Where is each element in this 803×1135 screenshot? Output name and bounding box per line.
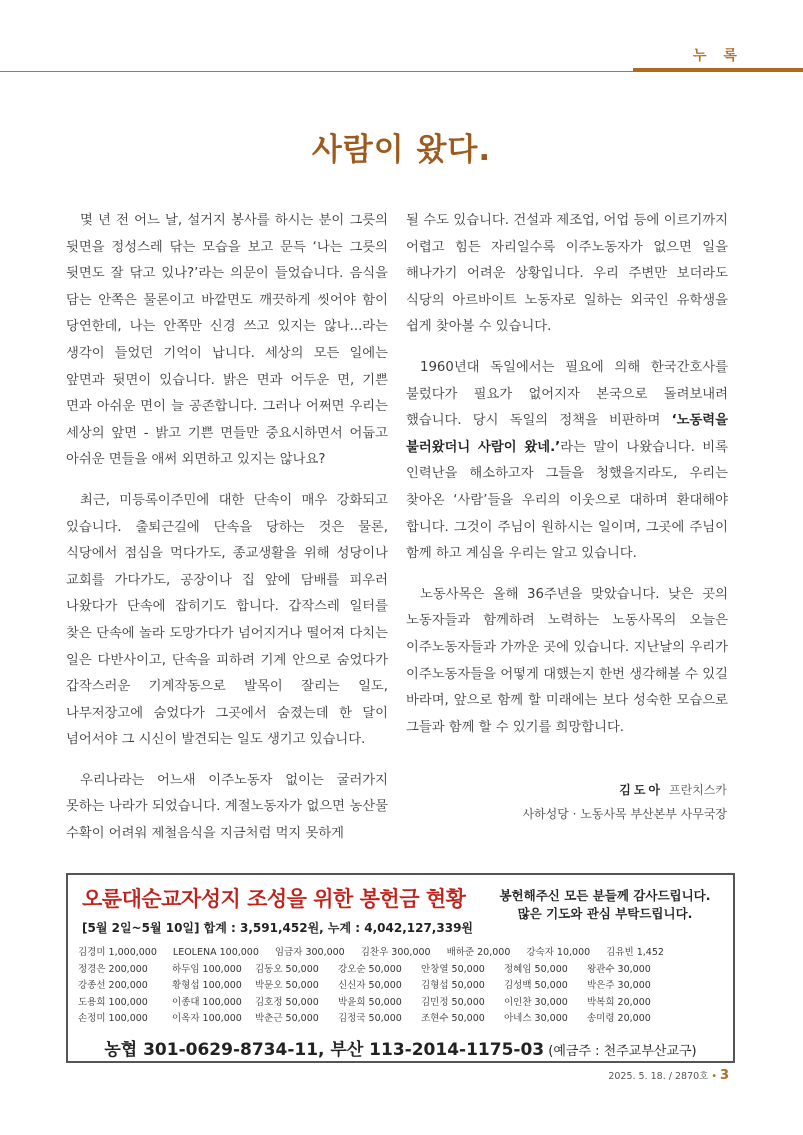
donor-entry: 김유빈 1,452	[606, 947, 664, 958]
donor-entry: 김호정 50,000	[255, 996, 319, 1008]
donor-entry: 김경미 1,000,000	[78, 947, 157, 958]
bank-account	[68, 1035, 733, 1060]
donor-entry: 안창열 50,000	[421, 963, 485, 975]
donation-thanks	[495, 887, 715, 923]
donation-totals: 합계 : 3,591,452원, 누계 : 4,042,127,339원	[199, 921, 474, 935]
donor-row	[78, 1011, 718, 1028]
donor-list	[78, 945, 718, 1028]
donor-entry: 강종선 200,000	[78, 980, 148, 991]
donor-entry: 김찬우 300,000	[360, 947, 431, 958]
donation-title: 오륜대순교자성지 조성을 위한 봉헌금 현황	[82, 887, 466, 911]
donor-entry: 박복희 20,000	[587, 996, 651, 1008]
paragraph-text: 1960년대 독일에서는 필요에 의해 한국간호사를 불렀다가 필요가 없어지자 본국으로 돌려보내려 했습니다. 당시 독일의 정책을 비판하며	[406, 359, 728, 429]
donor-entry: 김형섭 50,000	[421, 980, 485, 991]
thanks-line: 봉헌해주신 모든 분들께 감사드립니다.	[499, 888, 711, 903]
separator-dot: •	[711, 1071, 717, 1082]
donation-box	[66, 873, 735, 1063]
donor-entry: 강숙자 10,000	[526, 947, 591, 958]
donor-entry: 김동오 50,000	[255, 963, 319, 975]
donor-entry: 임금자 300,000	[274, 947, 345, 958]
issue-date: 2025. 5. 18. / 2870호	[608, 1071, 709, 1082]
paragraph-text: 라는 말이 나왔습니다. 비록 인력난을 해소하고자 그들을 청했을지라도, 우리는 찾아온 ‘사람’들을 우리의 이웃으로 대하며 환대해야 합니다. 그것이 주님이 원하시는 일이며, 그곳에 주님이 함께 하고 계심을 우리는 알고 있습니다.	[406, 439, 728, 562]
paragraph: 몇 년 전 어느 날, 설거지 봉사를 하시는 분이 그릇의 뒷면을 정성스레 닦는 모습을 보고 문득 ‘나는 그릇의 뒷면도 잘 닦고 있나?’라는 의문이 들었습니다. 음식을 담는 안쪽은 물론이고 바깥면도 깨끗하게 씻어야 함이 당연한데, 나는 안쪽만 신경 쓰고 있지는 않나...라는 생각이 들었던 기억이 납니다. 세상의 모든 일에는 앞면과 뒷면이 있습니다. 밝은 면과 어두운 면, 기쁜 면과 아쉬운 면이 늘 공존합니다. 그러나 어쩌면 우리는 세상의 앞면 - 밝고 기쁜 면들만 중요시하면서 어둡고 아쉬운 면들을 애써 외면하고 있지는 않나요?	[66, 213, 388, 468]
thanks-line: 많은 기도와 관심 부탁드립니다.	[517, 906, 693, 921]
donor-entry: 박은주 30,000	[587, 980, 651, 991]
author-name: 김도아	[619, 783, 664, 797]
paragraph	[406, 355, 728, 568]
donor-entry: 김민정 50,000	[421, 996, 485, 1008]
donor-row	[78, 945, 718, 962]
donor-entry: 아네스 30,000	[504, 1013, 568, 1024]
donor-entry: 조현수 50,000	[421, 1013, 485, 1024]
donor-entry: 김성백 50,000	[504, 980, 568, 991]
page-footer	[608, 1068, 729, 1083]
section-tag: 누 록	[633, 42, 803, 72]
donation-summary	[82, 919, 473, 936]
paragraph: 노동사목은 올해 36주년을 맞았습니다. 낮은 곳의 노동자들과 함께하려 노력하는 노동사목의 오늘은 이주노동자들과 가까운 곳에 있습니다. 지난날의 우리가 이주노동자들을 어떻게 대했는지 한번 생각해볼 수 있길 바라며, 앞으로 함께 할 미래에는 보다 성숙한 모습으로 그들과 함께 할 수 있기를 희망합니다.	[406, 586, 728, 735]
donor-entry: 정경은 200,000	[78, 963, 148, 975]
donor-entry: 박춘근 50,000	[255, 1013, 319, 1024]
article-left-column	[66, 208, 388, 862]
article-right-column	[406, 208, 728, 755]
donor-entry: 정혜임 50,000	[504, 963, 568, 975]
author-line	[522, 778, 727, 802]
donor-entry: 이인찬 30,000	[504, 996, 568, 1008]
donor-entry: 박문오 50,000	[255, 980, 319, 991]
paragraph: 최근, 미등록이주민에 대한 단속이 매우 강화되고 있습니다. 출퇴근길에 단속을 당하는 것은 물론, 식당에서 점심을 먹다가도, 종교생활을 위해 성당이나 교회를 가다가도, 공장이나 집 앞에 담배를 피우러 나왔다가 단속에 잡히기도 합니다. 갑작스레 일터를 찾은 단속에 놀라 도망가다가 넘어지거나 떨어져 다치는 일은 다반사이고, 단속을 피하려 기계 안으로 숨었다가 갑작스러운 기계작동으로 발목이 잘리는 일도, 나무저장고에 숨었다가 그곳에서 숨졌는데 한 달이 넘어서야 그 시신이 발견되는 일도 생기고 있습니다.	[66, 492, 388, 748]
donor-row	[78, 995, 718, 1012]
donor-entry: 박윤희 50,000	[338, 996, 402, 1008]
donor-entry: 도용희 100,000	[78, 996, 148, 1008]
quote-highlight: ‘노동력을 불러왔더니 사람이 왔네.’	[406, 413, 728, 455]
donor-row	[78, 978, 718, 995]
donor-entry: 송미령 20,000	[587, 1013, 651, 1024]
paragraph: 우리나라는 어느새 이주노동자 없이는 굴러가지 못하는 나라가 되었습니다. 계절노동자가 없으면 농산물 수확이 어려워 제철음식을 지금처럼 먹지 못하게	[66, 772, 388, 842]
account-numbers: 농협 301-0629-8734-11, 부산 113-2014-1175-03	[104, 1040, 545, 1060]
donor-entry: 신신자 50,000	[338, 980, 402, 991]
donor-row	[78, 962, 718, 979]
author-saint-name: 프란치스카	[669, 783, 727, 797]
page-title: 사람이 왔다.	[311, 132, 492, 168]
donor-entry: 황형섭 100,000	[172, 980, 242, 991]
donor-entry: 하두임 100,000	[172, 963, 242, 975]
donor-entry: 강오순 50,000	[338, 963, 402, 975]
page-number: 3	[719, 1068, 729, 1083]
author-block	[522, 778, 727, 826]
author-position: 사하성당 · 노동사목 부산본부 사무국장	[522, 807, 727, 821]
paragraph: 될 수도 있습니다. 건설과 제조업, 어업 등에 이르기까지 어렵고 힘든 자리일수록 이주노동자가 없으면 일을 해나가기 어려운 상황입니다. 우리 주변만 보더라도 식당의 아르바이트 노동자로 일하는 외국인 유학생을 쉽게 찾아볼 수 있습니다.	[406, 213, 728, 335]
donation-period: [5월 2일~5월 10일]	[82, 921, 200, 935]
donor-entry: 이종대 100,000	[172, 996, 242, 1008]
donor-entry: 손정미 100,000	[78, 1013, 148, 1024]
donor-entry: 배하준 20,000	[446, 947, 511, 958]
donor-entry: 김정국 50,000	[338, 1013, 402, 1024]
donor-entry: 왕관수 30,000	[587, 963, 651, 975]
donor-entry: LEOLENA 100,000	[172, 947, 259, 958]
donor-entry: 이옥자 100,000	[172, 1013, 242, 1024]
account-holder: (예금주 : 천주교부산교구)	[544, 1044, 697, 1059]
